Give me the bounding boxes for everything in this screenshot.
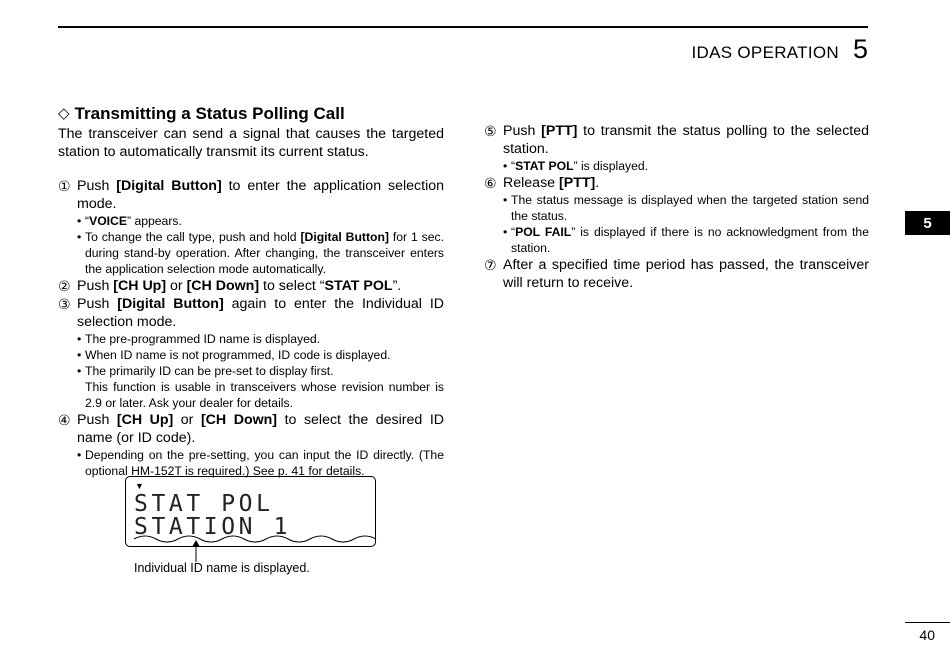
step-6: ⑥ Release [PTT]. <box>484 175 600 191</box>
heading-text: Transmitting a Status Polling Call <box>74 104 345 123</box>
section-number: 5 <box>852 34 868 64</box>
step-3-note: This function is usable in transceivers whose revision number is 2.9 or later. Ask your dealer for details. <box>85 380 444 410</box>
page-number-rule <box>905 622 950 623</box>
right-column <box>484 122 869 292</box>
lcd-line-2: STATION 1 <box>134 514 292 540</box>
page-header <box>692 34 869 65</box>
lcd-line-1: STAT POL <box>134 491 274 517</box>
step-2: ② Push [CH Up] or [CH Down] to select “STAT POL”. <box>58 278 402 294</box>
section-heading <box>58 103 444 125</box>
step-6-bullet-1: • The status message is displayed when the targeted station send the status. <box>503 193 869 223</box>
step-6-bullet-2: • “POL FAIL” is displayed if there is no acknowledgment from the station. <box>503 225 869 255</box>
step-3: ③ Push [Digital Button] again to enter the Individual ID selection mode. <box>58 296 445 330</box>
step-3-bullet-1: • The pre-programmed ID name is displayed. <box>77 332 321 346</box>
step-1: ① Push [Digital Button] to enter the application selection mode. <box>58 178 445 212</box>
step-1-bullet-2: • To change the call type, push and hold [Digital Button] for 1 sec. during stand-by operation. After changing, the transceiver enters the application selection mode automatically. <box>77 230 444 276</box>
step-1-bullet-1: • “VOICE” appears. <box>77 214 182 228</box>
step-4: ④ Push [CH Up] or [CH Down] to select the desired ID name (or ID code). <box>58 412 445 446</box>
header-rule <box>58 26 868 28</box>
step-4-bullet-1: • Depending on the pre-setting, you can input the ID directly. (The optional HM-152T is required.) See p. 41 for details. <box>77 448 444 478</box>
step-5-bullet-1: • “STAT POL” is displayed. <box>503 159 649 173</box>
diamond-icon: ◇ <box>58 105 70 122</box>
step-5: ⑤ Push [PTT] to transmit the status polling to the selected station. <box>484 123 870 157</box>
step-3-bullet-3: • The primarily ID can be pre-set to display first. <box>77 364 334 378</box>
indicator-icon: ▼ <box>135 481 144 491</box>
lcd-display <box>125 476 376 547</box>
page-number: 40 <box>919 627 935 643</box>
section-title: IDAS OPERATION <box>691 43 839 62</box>
step-3-bullet-2: • When ID name is not programmed, ID code is displayed. <box>77 348 391 362</box>
intro-paragraph: The transceiver can send a signal that causes the targeted station to automatically transmit its current status. <box>58 126 444 160</box>
left-column <box>58 103 444 479</box>
lcd-caption: Individual ID name is displayed. <box>134 561 310 575</box>
step-7: ⑦ After a specified time period has passed, the transceiver will return to receive. <box>484 257 869 291</box>
chapter-tab: 5 <box>905 211 950 235</box>
